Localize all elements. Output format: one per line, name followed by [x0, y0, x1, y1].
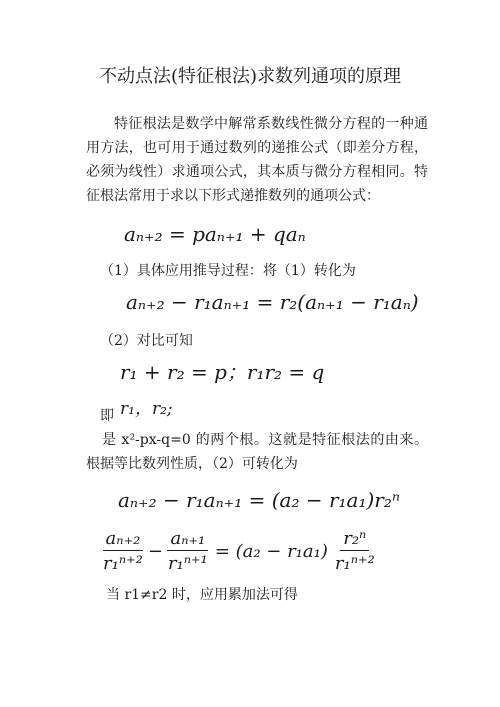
ji-text: 即 [100, 408, 114, 424]
root-relations: r₁ + r₂ = p；r₁r₂ = q [120, 360, 325, 384]
geometric-equation: aₙ₊₂ − r₁aₙ₊₁ = (a₂ − r₁a₁)r₂ⁿ [118, 488, 400, 512]
fraction-2: $\frac{\text{aₙ₊₁}}{\text{r₁ⁿ⁺¹}}$ [167, 528, 208, 574]
roots-paragraph: 是 x²-px-q=0 的两个根。这就是特征根法的由来。根据等比数列性质，（2）可转化为 [86, 432, 428, 472]
recurrence-equation: aₙ₊₂ = paₙ₊₁ + qaₙ [124, 222, 306, 246]
fraction-3: $\frac{\text{r₂ⁿ}}{\text{r₁ⁿ⁺²}}$ [334, 528, 375, 574]
step2-text: （2）对比可知 [100, 333, 193, 349]
fraction-equation: $\frac{\text{aₙ₊₂}}{\text{r₁ⁿ⁺²}}$ − $\frac{\text{aₙ₊₁}}{\text{r₁ⁿ⁺¹}}$ = (a₂ − r₁a₁) $\frac{\text{r₂ⁿ}}{\text{r₁ⁿ⁺²}}$ [98, 528, 380, 574]
intro-paragraph: 特征根法是数学中解常系数线性微分方程的一种通用方法，也可用于通过数列的递推公式（即差分方程，必须为线性）求通项公式，其本质与微分方程相同。特征根法常用于求以下形式递推数列的通项公式： [86, 116, 428, 204]
roots-label: r₁，r₂; [120, 399, 173, 419]
final-text: 当 r1≠r2 时，应用累加法可得 [106, 587, 298, 603]
fraction-1: $\frac{\text{aₙ₊₂}}{\text{r₁ⁿ⁺²}}$ [103, 528, 143, 574]
transformed-equation: aₙ₊₂ − r₁aₙ₊₁ = r₂(aₙ₊₁ − r₁aₙ) [126, 290, 419, 314]
step1-text: （1）具体应用推导过程：将（1）转化为 [100, 263, 356, 279]
page-title: 不动点法(特征根法)求数列通项的原理 [98, 66, 402, 87]
